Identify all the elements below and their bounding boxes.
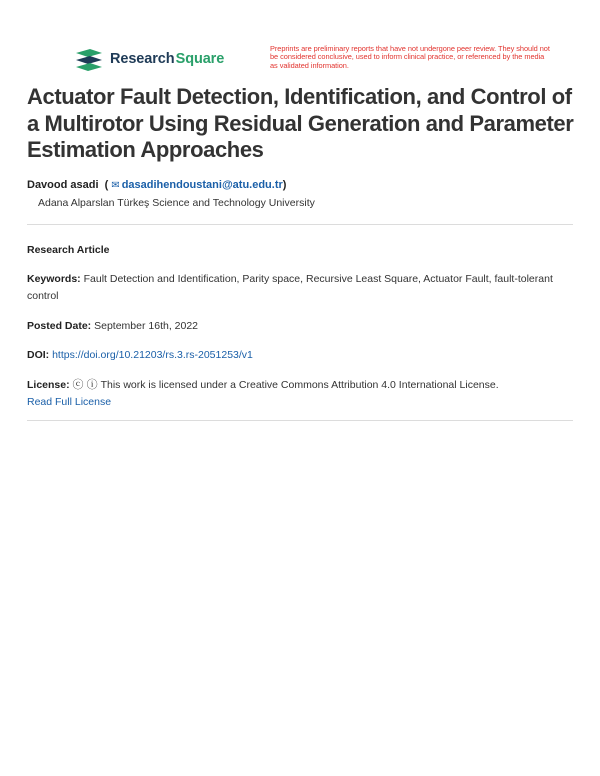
keywords-label: Keywords: bbox=[27, 273, 81, 285]
author-email-link[interactable]: dasadihendoustani@atu.edu.tr bbox=[121, 179, 283, 191]
license-text: This work is licensed under a Creative Commons Attribution 4.0 International License. bbox=[100, 379, 499, 391]
author-name: Davood asadi bbox=[27, 179, 99, 191]
author-line: Davood asadi ( ✉ dasadihendoustani@atu.edu.tr) bbox=[27, 179, 287, 191]
creative-commons-icon: ⓒ ⓘ bbox=[72, 379, 98, 391]
preprint-disclaimer: Preprints are preliminary reports that have not undergone peer review. They should not be considered conclusive, used to inform clinical practice, or referenced by the media as validated information. bbox=[270, 44, 550, 70]
license-section bbox=[27, 377, 573, 411]
license-label: License: bbox=[27, 379, 70, 391]
posted-date-section bbox=[27, 318, 573, 335]
divider-bottom bbox=[27, 420, 573, 421]
read-full-license-link[interactable]: Read Full License bbox=[27, 396, 112, 408]
posted-date-label: Posted Date: bbox=[27, 320, 92, 332]
posted-date-value: September 16th, 2022 bbox=[94, 320, 199, 332]
paper-title: Actuator Fault Detection, Identification, and Control of a Multirotor Using Residual Generation and Parameter Estimation Approaches bbox=[27, 84, 574, 162]
divider-top bbox=[27, 224, 573, 225]
brand-name bbox=[110, 51, 224, 67]
keywords-section bbox=[27, 271, 573, 305]
doi-section bbox=[27, 347, 573, 364]
brand-name-part1: Research bbox=[110, 51, 175, 67]
envelope-icon: ✉ bbox=[111, 180, 120, 191]
article-type-label: Research Article bbox=[27, 244, 110, 256]
author-affiliation: Adana Alparslan Türkeş Science and Technology University bbox=[38, 197, 315, 209]
doi-link[interactable]: https://doi.org/10.21203/rs.3.rs-2051253/v1 bbox=[52, 349, 253, 361]
doi-label: DOI: bbox=[27, 349, 50, 361]
page-header bbox=[0, 0, 600, 80]
article-type bbox=[27, 242, 573, 259]
brand-name-part2: Square bbox=[175, 51, 225, 67]
research-square-logo-icon bbox=[74, 47, 104, 71]
research-square-logo[interactable] bbox=[74, 47, 224, 71]
keywords-text: Fault Detection and Identification, Parity space, Recursive Least Square, Actuator Fault, fault-tolerant control bbox=[27, 273, 553, 302]
